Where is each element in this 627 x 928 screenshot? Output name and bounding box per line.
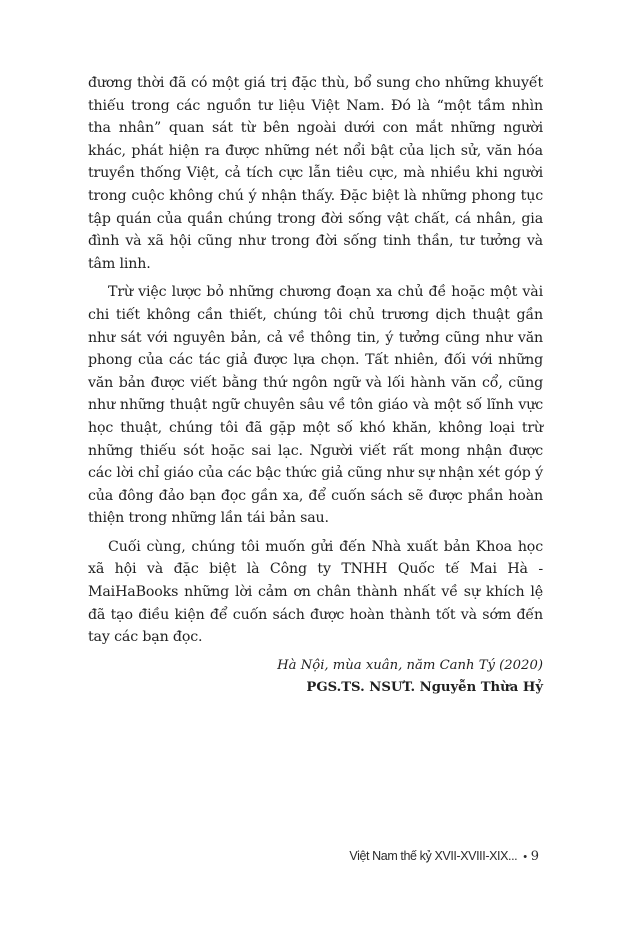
- paragraph-3: Cuối cùng, chúng tôi muốn gửi đến Nhà xuất bản Khoa học xã hội và đặc biệt là Công ty TNHH Quốc tế Mai Hà - MaiHaBooks những lời cảm ơn chân thành nhất về sự khích lệ đã tạo điều kiện để cuốn sách được hoàn thành tốt và sớm đến tay các bạn đọc.: [88, 538, 543, 646]
- paragraph-1: đương thời đã có một giá trị đặc thù, bổ sung cho những khuyết thiếu trong các nguồn tư liệu Việt Nam. Đó là “một tầm nhìn tha nhân” quan sát từ bên ngoài dưới con mắt những người khác, phát hiện ra được những nét nổi bật của lịch sử, văn hóa truyền thống Việt, cả tích cực lẫn tiêu cực, mà nhiều khi người trong cuộc không chú ý nhận thấy. Đặc biệt là những phong tục tập quán của quần chúng trong đời sống vật chất, cá nhân, gia đình và xã hội cũng như trong đời sống tinh thần, tư tưởng và tâm linh.: [88, 75, 543, 272]
- running-title: Việt Nam thế kỷ XVII-XVIII-XIX...: [349, 849, 518, 863]
- signature-block: [88, 655, 543, 699]
- page-footer: [349, 849, 539, 864]
- page-content: [88, 72, 543, 699]
- paragraph-2: Trừ việc lược bỏ những chương đoạn xa chủ đề hoặc một vài chi tiết không cần thiết, chúng tôi chủ trương dịch thuật gần như sát với nguyên bản, cả về thông tin, ý tưởng cũng như văn phong của các tác giả được lựa chọn. Tất nhiên, đối với những văn bản được viết bằng thứ ngôn ngữ và lối hành văn cổ, cũng như những thuật ngữ chuyên sâu về tôn giáo và một số lĩnh vực học thuật, chúng tôi đã gặp một số khó khăn, không loại trừ những thiếu sót hoặc sai lạc. Người viết rất mong nhận được các lời chỉ giáo của các bậc thức giả cũng như sự nhận xét góp ý của đông đảo bạn đọc gần xa, để cuốn sách sẽ được phần hoàn thiện trong những lần tái bản sau.: [88, 284, 543, 527]
- signature-author: PGS.TS. NSƯT. Nguyễn Thừa Hỷ: [306, 679, 543, 695]
- page-number: 9: [530, 849, 539, 864]
- signature-place-date: Hà Nội, mùa xuân, năm Canh Tý (2020): [277, 657, 543, 673]
- bullet-separator: •: [523, 851, 527, 863]
